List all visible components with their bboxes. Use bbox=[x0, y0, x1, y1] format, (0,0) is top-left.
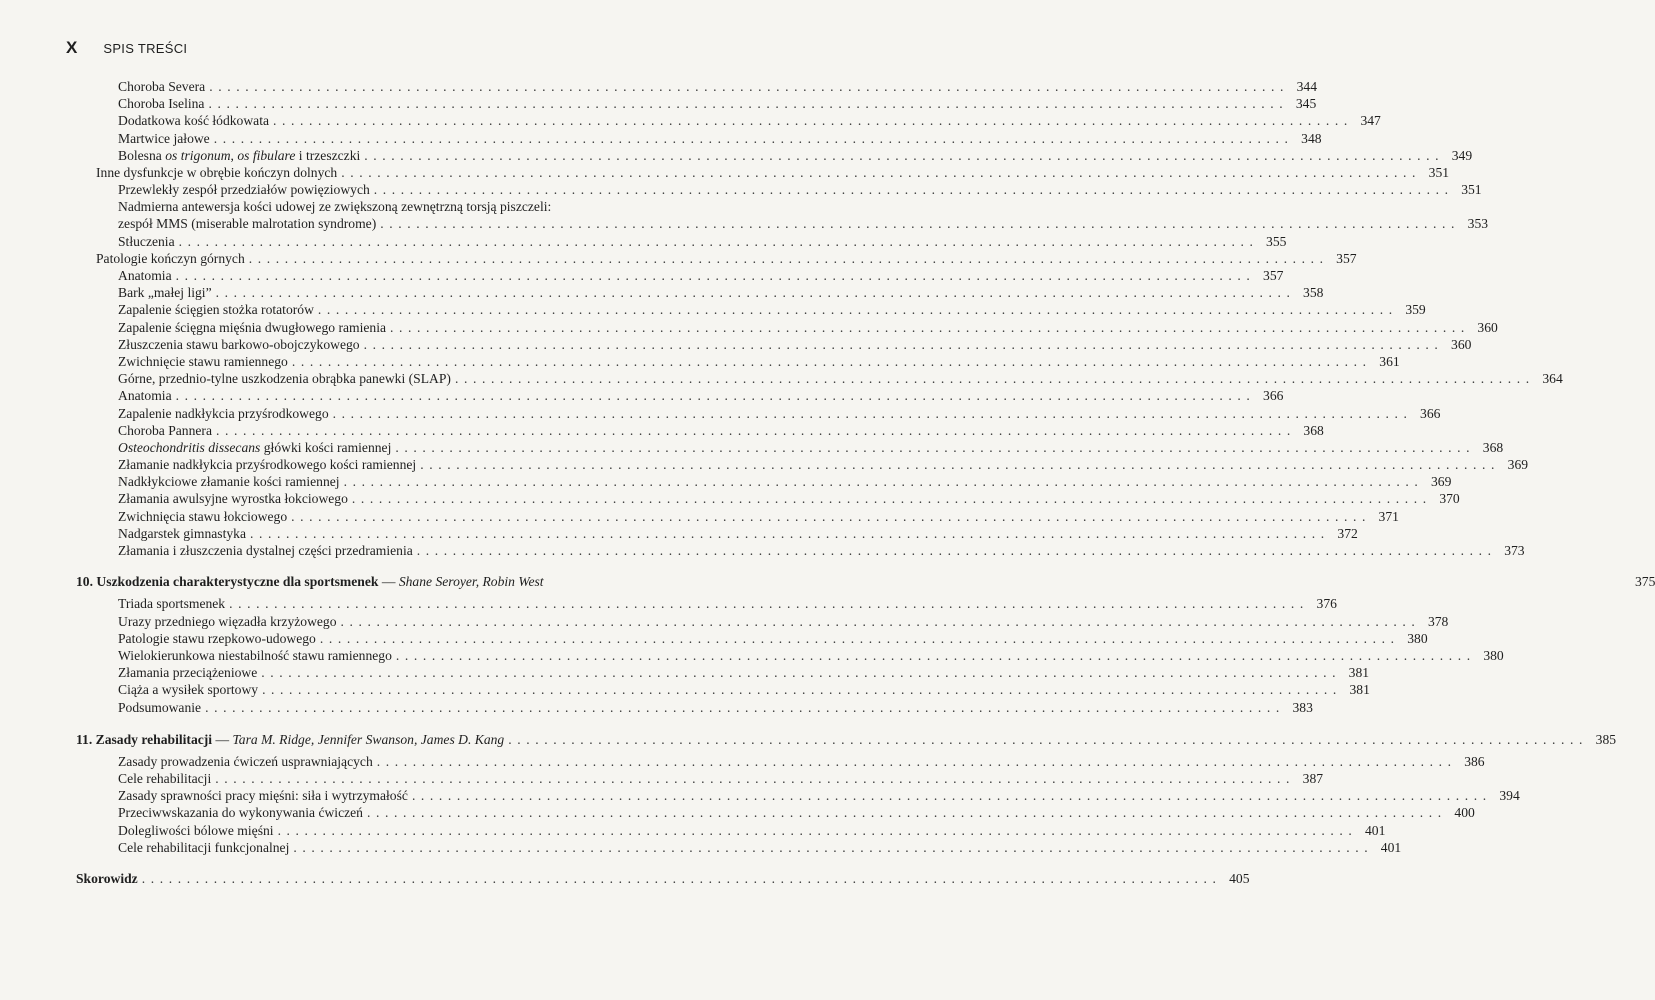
toc-entry bbox=[76, 284, 1324, 301]
toc-entry bbox=[76, 595, 1337, 612]
leader-dots: ........................................................................................................................ bbox=[291, 353, 1372, 369]
toc-entry bbox=[76, 387, 1284, 404]
chapter-page: 385 bbox=[1595, 731, 1617, 747]
toc-entry-page: 361 bbox=[1379, 353, 1400, 369]
toc-entry-page: 369 bbox=[1507, 457, 1529, 473]
toc-entry-page: 366 bbox=[1263, 388, 1284, 404]
toc-entry bbox=[76, 301, 1426, 318]
toc-entry-page: 366 bbox=[1420, 405, 1441, 421]
toc-entry-label: Urazy przedniego więzadła krzyżowego bbox=[118, 613, 337, 629]
toc-entry-label: Choroba Iselina bbox=[118, 96, 205, 112]
toc-entry-label: Patologie kończyn górnych bbox=[96, 250, 245, 266]
toc-entry-page: 364 bbox=[1542, 371, 1563, 387]
leader-dots: ........................................................................................................................ bbox=[373, 182, 1454, 198]
chapter-title: 11. Zasady rehabilitacji — Tara M. Ridge, Jennifer Swanson, James D. Kang bbox=[76, 731, 505, 747]
toc-entry-label: Złamania i złuszczenia dystalnej części przedramienia bbox=[118, 543, 413, 559]
toc-entry bbox=[76, 336, 1472, 353]
toc-entry bbox=[76, 95, 1317, 112]
toc-entry-page: 387 bbox=[1302, 771, 1324, 787]
toc-entry bbox=[76, 473, 1452, 490]
toc-entry-page: 401 bbox=[1380, 839, 1402, 855]
leader-dots: ........................................................................................................................ bbox=[395, 647, 1476, 663]
toc-entry-label: Anatomia bbox=[118, 388, 172, 404]
page-number-roman: X bbox=[66, 38, 78, 57]
toc-entry-page: 401 bbox=[1364, 822, 1386, 838]
toc-entry-page: 381 bbox=[1348, 665, 1370, 681]
toc-entry-label: Złamanie nadkłykcia przyśrodkowego kości ramiennej bbox=[118, 457, 417, 473]
toc-entry-label: Cele rehabilitacji funkcjonalnej bbox=[118, 839, 290, 855]
leader-dots: ........................................................................................................................ bbox=[454, 371, 1535, 387]
toc-entry-page: 386 bbox=[1464, 753, 1485, 769]
toc-entry-page: 353 bbox=[1467, 216, 1489, 232]
leader-dots: ........................................................................................................................ bbox=[208, 96, 1289, 112]
toc-entry-page: 351 bbox=[1461, 182, 1482, 198]
toc-entry bbox=[76, 613, 1449, 630]
toc-entry-label: Patologie stawu rzepkowo-udowego bbox=[118, 630, 316, 646]
toc-entry bbox=[76, 112, 1381, 129]
toc-entry-label: Bark „małej ligi” bbox=[118, 285, 212, 301]
leader-dots: ........................................................................................................................ bbox=[261, 665, 1342, 681]
toc-entry-page: 376 bbox=[1316, 596, 1337, 612]
leader-dots: ........................................................................................................................ bbox=[216, 422, 1296, 438]
toc-entry-label: Cele rehabilitacji bbox=[118, 771, 212, 787]
leader-dots: ........................................................................................................................ bbox=[249, 525, 1330, 541]
toc-entry-label: Przeciwwskazania do wykonywania ćwiczeń bbox=[118, 805, 363, 821]
leader-dots: ........................................................................................................................ bbox=[175, 268, 1256, 284]
toc-entry bbox=[76, 839, 1402, 856]
toc-entry-page: 380 bbox=[1407, 630, 1428, 646]
toc-entry bbox=[76, 353, 1400, 370]
leader-dots: ........................................................................................................................ bbox=[317, 302, 1398, 318]
page-header bbox=[66, 38, 187, 58]
toc-entry-label: Przewlekły zespół przedziałów powięziowych bbox=[118, 182, 370, 198]
leader-dots: ........................................................................................................................ bbox=[364, 147, 1445, 163]
toc-entry-page: 373 bbox=[1504, 543, 1525, 559]
toc-entry bbox=[76, 822, 1386, 839]
toc-entry-label: Złamania przeciążeniowe bbox=[118, 665, 258, 681]
page-title: SPIS TREŚCI bbox=[103, 41, 188, 56]
toc-entry bbox=[76, 422, 1324, 439]
toc-group bbox=[76, 595, 1504, 715]
toc-entry-label: zespół MMS (miserable malrotation syndrome) bbox=[118, 216, 377, 232]
toc-entry-label: Zwichnięcia stawu łokciowego bbox=[118, 508, 288, 524]
toc-entry bbox=[76, 805, 1475, 822]
toc-chapter-11 bbox=[76, 731, 1617, 748]
toc-entry bbox=[76, 525, 1358, 542]
toc-group bbox=[76, 267, 1563, 439]
leader-dots: ........................................................................................................................ bbox=[340, 613, 1421, 629]
toc-group bbox=[76, 78, 1381, 147]
index-label: Skorowidz bbox=[76, 871, 138, 887]
leader-dots: ........................................................................................................................ bbox=[351, 491, 1432, 507]
leader-dots: ........................................................................................................................ bbox=[343, 474, 1424, 490]
toc-entry-page: 368 bbox=[1482, 439, 1504, 455]
toc-entry-label: Choroba Pannera bbox=[118, 422, 212, 438]
leader-dots: ........................................................................................................................ bbox=[363, 336, 1444, 352]
toc-entry-page: 349 bbox=[1451, 147, 1473, 163]
leader-dots: ........................................................................................................................ bbox=[411, 788, 1492, 804]
chapter-title: 10. Uszkodzenia charakterystyczne dla sportsmenek — Shane Seroyer, Robin West bbox=[76, 574, 544, 590]
toc-entry-label: Dodatkowa kość łódkowata bbox=[118, 113, 270, 129]
leader-dots: ........................................................................................................................ bbox=[175, 388, 1256, 404]
leader-dots: ........................................................................................................................ bbox=[508, 731, 1589, 747]
toc-entry-label: Ciąża a wysiłek sportowy bbox=[118, 682, 259, 698]
toc-entry-label: Wielokierunkowa niestabilność stawu ramiennego bbox=[118, 647, 392, 663]
toc-entry bbox=[76, 456, 1529, 473]
toc-entry bbox=[76, 181, 1482, 198]
leader-dots: ........................................................................................................................ bbox=[209, 78, 1290, 94]
toc-entry-label: Zasady sprawności pracy mięśni: siła i wytrzymałość bbox=[118, 788, 408, 804]
leader-dots: ........................................................................................................................ bbox=[262, 682, 1342, 698]
toc-entry-label: Inne dysfunkcje w obrębie kończyn dolnych bbox=[96, 164, 338, 180]
leader-dots: ........................................................................................................................ bbox=[277, 822, 1358, 838]
toc-entry-page: 381 bbox=[1349, 682, 1370, 698]
toc-entry bbox=[76, 405, 1441, 422]
chapter-page: 375 bbox=[1634, 574, 1655, 590]
toc-entry bbox=[76, 770, 1324, 787]
toc-entry-page: 348 bbox=[1301, 130, 1322, 146]
toc-entry-label: Nadkłykciowe złamanie kości ramiennej bbox=[118, 474, 340, 490]
toc-entry-label: Anatomia bbox=[118, 268, 172, 284]
toc-entry-label: Stłuczenia bbox=[118, 233, 175, 249]
toc-entry-label: Podsumowanie bbox=[118, 699, 202, 715]
toc-entry-page: 359 bbox=[1405, 302, 1426, 318]
leader-dots: ........................................................................................................................ bbox=[293, 839, 1374, 855]
toc-entry-label: Nadgarstek gimnastyka bbox=[118, 525, 246, 541]
leader-dots: ........................................................................................................................ bbox=[215, 771, 1296, 787]
leader-dots: ........................................................................................................................ bbox=[395, 439, 1476, 455]
leader-dots: ........................................................................................................................ bbox=[229, 596, 1309, 612]
toc-entry-label: Choroba Severa bbox=[118, 78, 206, 94]
toc-group bbox=[76, 456, 1529, 559]
toc-entry-page: 378 bbox=[1427, 613, 1449, 629]
toc-entry bbox=[76, 78, 1318, 95]
toc-entry-label: Zapalenie ścięgna mięśnia dwugłowego ramienia bbox=[118, 319, 386, 335]
toc-entry bbox=[76, 647, 1504, 664]
toc-entry-label: Dolegliwości bólowe mięśni bbox=[118, 822, 274, 838]
toc-entry-page: 360 bbox=[1477, 319, 1498, 335]
toc-entry-page: 360 bbox=[1451, 336, 1472, 352]
leader-dots: ........................................................................................................................ bbox=[380, 216, 1461, 232]
leader-dots: ........................................................................................................................ bbox=[141, 871, 1222, 887]
leader-dots: ........................................................................................................................ bbox=[178, 233, 1259, 249]
toc-entry bbox=[76, 370, 1563, 387]
toc-entry bbox=[76, 542, 1525, 559]
toc-group bbox=[76, 753, 1520, 856]
toc-chapter-10 bbox=[76, 573, 1655, 590]
toc-entry bbox=[76, 216, 1489, 233]
toc-entry-label: Bolesna os trigonum, os fibulare i trzeszczki bbox=[118, 147, 361, 163]
toc-entry-label-line: Nadmierna antewersja kości udowej ze zwiększoną zewnętrzną torsją piszczeli: bbox=[118, 199, 552, 215]
toc-entry-label: Martwice jałowe bbox=[118, 130, 210, 146]
toc-entry bbox=[76, 681, 1370, 698]
toc-entry bbox=[76, 753, 1485, 770]
toc-entry-label: Zasady prowadzenia ćwiczeń usprawniających bbox=[118, 753, 373, 769]
toc-entry bbox=[76, 267, 1284, 284]
toc-entry-label: Zapalenie nadkłykcia przyśrodkowego bbox=[118, 405, 329, 421]
leader-dots: ........................................................................................................................ bbox=[248, 250, 1329, 266]
toc-entry-page: 357 bbox=[1263, 268, 1284, 284]
toc-entry-label: Zwichnięcie stawu ramiennego bbox=[118, 353, 288, 369]
leader-dots: ........................................................................................................................ bbox=[332, 405, 1413, 421]
toc-entry bbox=[76, 508, 1399, 525]
toc-entry-page: 400 bbox=[1454, 805, 1475, 821]
index-page: 405 bbox=[1229, 871, 1250, 887]
toc-entry bbox=[76, 439, 1504, 456]
toc-entry-page: 369 bbox=[1431, 474, 1452, 490]
toc-entry-page: 355 bbox=[1266, 233, 1287, 249]
toc-entry bbox=[76, 664, 1370, 681]
toc-entry-page: 357 bbox=[1336, 250, 1357, 266]
table-of-contents bbox=[76, 78, 1655, 892]
leader-dots: ........................................................................................................................ bbox=[366, 805, 1447, 821]
toc-entry-label: Zapalenie ścięgien stożka rotatorów bbox=[118, 302, 314, 318]
toc-entry bbox=[76, 250, 1357, 267]
toc-entry-page: 370 bbox=[1439, 491, 1460, 507]
leader-dots: ........................................................................................................................ bbox=[416, 543, 1497, 559]
toc-entry-page: 371 bbox=[1378, 508, 1399, 524]
leader-dots: ........................................................................................................................ bbox=[273, 113, 1353, 129]
toc-entry-page: 351 bbox=[1428, 164, 1450, 180]
toc-entry bbox=[76, 699, 1313, 716]
toc-entry-page: 372 bbox=[1337, 525, 1358, 541]
leader-dots: ........................................................................................................................ bbox=[376, 753, 1457, 769]
toc-entry-label: Triada sportsmenek bbox=[118, 596, 226, 612]
toc-entry-page: 383 bbox=[1292, 699, 1313, 715]
toc-entry bbox=[76, 491, 1460, 508]
toc-entry-page: 344 bbox=[1296, 78, 1318, 94]
toc-entry-label: Złuszczenia stawu barkowo-obojczykowego bbox=[118, 336, 360, 352]
toc-entry-label: Złamania awulsyjne wyrostka łokciowego bbox=[118, 491, 348, 507]
toc-entry bbox=[76, 147, 1473, 164]
toc-entry-page: 368 bbox=[1303, 422, 1324, 438]
toc-entry-page: 380 bbox=[1483, 647, 1504, 663]
toc-entry-page: 358 bbox=[1303, 285, 1324, 301]
toc-entry bbox=[76, 164, 1450, 181]
leader-dots: ........................................................................................................................ bbox=[341, 164, 1422, 180]
toc-entry bbox=[76, 319, 1498, 336]
toc-entry bbox=[76, 130, 1322, 147]
toc-entry bbox=[76, 233, 1287, 250]
toc-entry bbox=[76, 630, 1428, 647]
toc-entry-page: 347 bbox=[1360, 113, 1381, 129]
leader-dots: ........................................................................................................................ bbox=[215, 285, 1296, 301]
toc-entry-page: 394 bbox=[1499, 788, 1520, 804]
toc-entry-label: Osteochondritis dissecans główki kości ramiennej bbox=[118, 439, 392, 455]
toc-index bbox=[76, 870, 1250, 887]
toc-entry-label: Górne, przednio-tylne uszkodzenia obrąbka panewki (SLAP) bbox=[118, 371, 451, 387]
leader-dots: ........................................................................................................................ bbox=[291, 508, 1371, 524]
leader-dots: ........................................................................................................................ bbox=[319, 630, 1400, 646]
toc-entry-page: 345 bbox=[1295, 96, 1317, 112]
leader-dots: ........................................................................................................................ bbox=[213, 130, 1294, 146]
leader-dots: ........................................................................................................................ bbox=[390, 319, 1470, 335]
toc-entry bbox=[76, 787, 1520, 804]
leader-dots: ........................................................................................................................ bbox=[420, 457, 1501, 473]
leader-dots: ........................................................................................................................ bbox=[205, 699, 1285, 715]
